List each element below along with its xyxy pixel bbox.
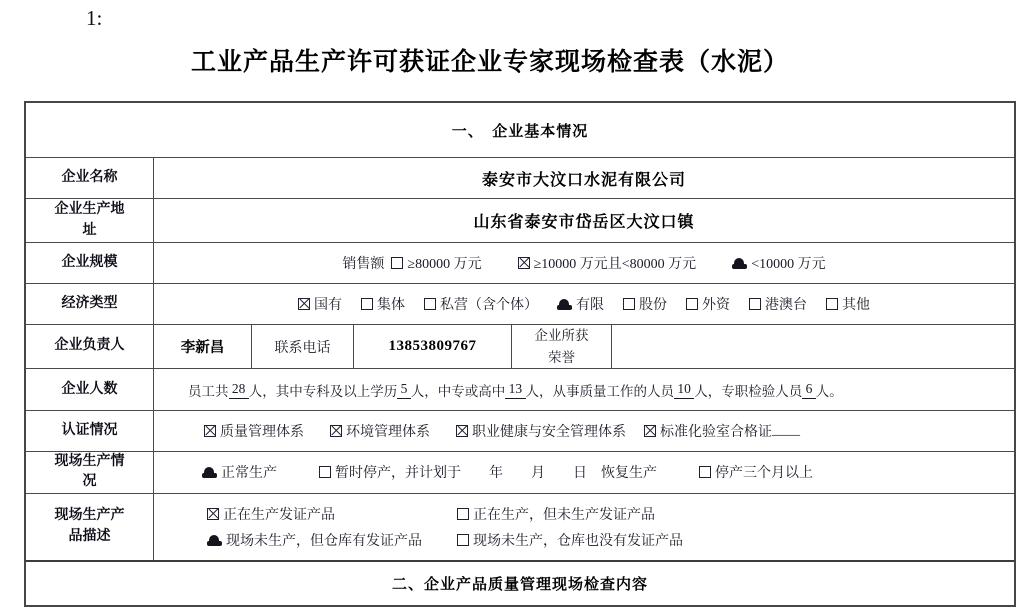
staff-highschool[interactable]: 13: [505, 381, 525, 399]
page-number: 1:: [86, 6, 103, 30]
label-enterprise-scale: 企业规模: [26, 243, 154, 283]
staff-count-text: 员工共 28 人，其中专科及以上学历 5 人，中专或高中 13 人，从事质量工作的人员 10 人，专职检验人员 6 人。: [188, 380, 843, 399]
page-title: 工业产品生产许可获证企业专家现场检查表（水泥）: [190, 49, 789, 76]
scale-option-1[interactable]: [391, 253, 481, 273]
checkbox-icon[interactable]: [207, 534, 222, 546]
status-option-1[interactable]: 正常生产: [202, 462, 277, 482]
checkbox-icon[interactable]: [623, 298, 635, 310]
econ-option-2[interactable]: 集体: [361, 294, 405, 314]
economic-type-options: [154, 284, 1014, 324]
econ-option-4[interactable]: 有限: [557, 294, 604, 314]
econ-option-5[interactable]: 股份: [623, 294, 667, 314]
label-responsible-person: 企业负责人: [26, 325, 154, 368]
checkbox-icon[interactable]: [207, 508, 219, 520]
cert-option-4[interactable]: 标准化验室合格证 ____: [644, 421, 800, 441]
checkbox-icon[interactable]: [686, 298, 698, 310]
section-1-header: 一、 企业基本情况: [451, 123, 589, 140]
checkbox-icon[interactable]: [749, 298, 761, 310]
responsible-person-name: 李新昌: [154, 325, 252, 368]
econ-option-7[interactable]: 港澳台: [749, 294, 807, 314]
row-responsible-person: [26, 324, 1014, 368]
cert-blank-line[interactable]: ____: [772, 423, 800, 439]
desc-option-3[interactable]: 现场未生产，但仓库有发证产品: [207, 530, 457, 550]
label-product-description: 现场生产产品描述: [26, 494, 154, 560]
checkbox-icon[interactable]: [557, 298, 572, 310]
label-staff-count: 企业人数: [26, 369, 154, 410]
checkbox-icon[interactable]: [202, 466, 217, 478]
checkbox-icon[interactable]: [456, 425, 468, 437]
checkbox-icon[interactable]: [457, 534, 469, 546]
scale-option-1-label: ≥80000 万元: [407, 257, 482, 272]
desc-option-2[interactable]: 正在生产，但未生产发证产品: [457, 504, 655, 524]
staff-quality[interactable]: 10: [674, 381, 694, 399]
row-staff-count: [26, 368, 1014, 410]
cert-option-2[interactable]: 环境管理体系: [330, 421, 430, 441]
scale-option-3[interactable]: [732, 253, 825, 273]
section-2-row: [26, 560, 1014, 605]
checkbox-icon[interactable]: [732, 257, 747, 269]
desc-option-4[interactable]: 现场未生产，仓库也没有发证产品: [457, 530, 683, 550]
checkbox-icon[interactable]: [298, 298, 310, 310]
checkbox-icon[interactable]: [319, 466, 331, 478]
checkbox-icon[interactable]: [457, 508, 469, 520]
desc-option-1[interactable]: 正在生产发证产品: [207, 504, 457, 524]
cert-option-1[interactable]: 质量管理体系: [204, 421, 304, 441]
checkbox-icon[interactable]: [204, 425, 216, 437]
scale-option-2-label: ≥10000 万元且<80000 万元: [533, 257, 697, 272]
production-status-options: [154, 452, 1014, 493]
staff-total[interactable]: 28: [229, 381, 249, 399]
scale-option-3-label: <10000 万元: [751, 257, 826, 272]
staff-inspectors[interactable]: 6: [802, 381, 816, 399]
label-enterprise-name: 企业名称: [26, 158, 154, 198]
sales-prefix: 销售额: [342, 257, 385, 272]
label-production-address: 企业生产地址: [26, 199, 154, 242]
status-option-2[interactable]: 暂时停产，并计划于 年 月 日 恢复生产: [319, 462, 657, 482]
row-enterprise-name: [26, 157, 1014, 198]
row-certification: [26, 410, 1014, 451]
cert-option-3[interactable]: 职业健康与安全管理体系: [456, 421, 626, 441]
row-enterprise-scale: [26, 242, 1014, 283]
label-production-status: 现场生产情况: [26, 452, 154, 493]
phone-label: 联系电话: [252, 325, 354, 368]
section-1-row: [26, 103, 1014, 157]
econ-option-6[interactable]: 外资: [686, 294, 730, 314]
checkbox-icon[interactable]: [518, 257, 530, 269]
row-product-description: [26, 493, 1014, 560]
econ-option-3[interactable]: 私营（含个体）: [424, 294, 538, 314]
checkbox-icon[interactable]: [424, 298, 436, 310]
scale-option-2[interactable]: [518, 253, 697, 273]
econ-option-8[interactable]: 其他: [826, 294, 870, 314]
honor-value[interactable]: [612, 325, 1014, 368]
phone-value: 13853809767: [354, 325, 512, 368]
checkbox-icon[interactable]: [361, 298, 373, 310]
section-2-header: 二、企业产品质量管理现场检查内容: [391, 576, 648, 593]
checkbox-icon[interactable]: [699, 466, 711, 478]
checkbox-icon[interactable]: [644, 425, 656, 437]
checkbox-icon[interactable]: [330, 425, 342, 437]
production-address-value: 山东省泰安市岱岳区大汶口镇: [473, 214, 695, 231]
enterprise-info-table: [24, 101, 1016, 607]
product-description-options: [154, 494, 1014, 560]
row-production-status: [26, 451, 1014, 493]
staff-college[interactable]: 5: [397, 381, 411, 399]
enterprise-name-value: 泰安市大汶口水泥有限公司: [481, 171, 686, 189]
checkbox-icon[interactable]: [391, 257, 403, 269]
econ-option-1[interactable]: 国有: [298, 294, 342, 314]
honor-label: 企业所获荣誉: [512, 325, 612, 368]
checkbox-icon[interactable]: [826, 298, 838, 310]
row-production-address: [26, 198, 1014, 242]
scale-options: [154, 243, 1014, 283]
status-option-3[interactable]: 停产三个月以上: [699, 462, 813, 482]
label-economic-type: 经济类型: [26, 284, 154, 324]
certification-options: [154, 411, 1014, 451]
row-economic-type: [26, 283, 1014, 324]
label-certification: 认证情况: [26, 411, 154, 451]
